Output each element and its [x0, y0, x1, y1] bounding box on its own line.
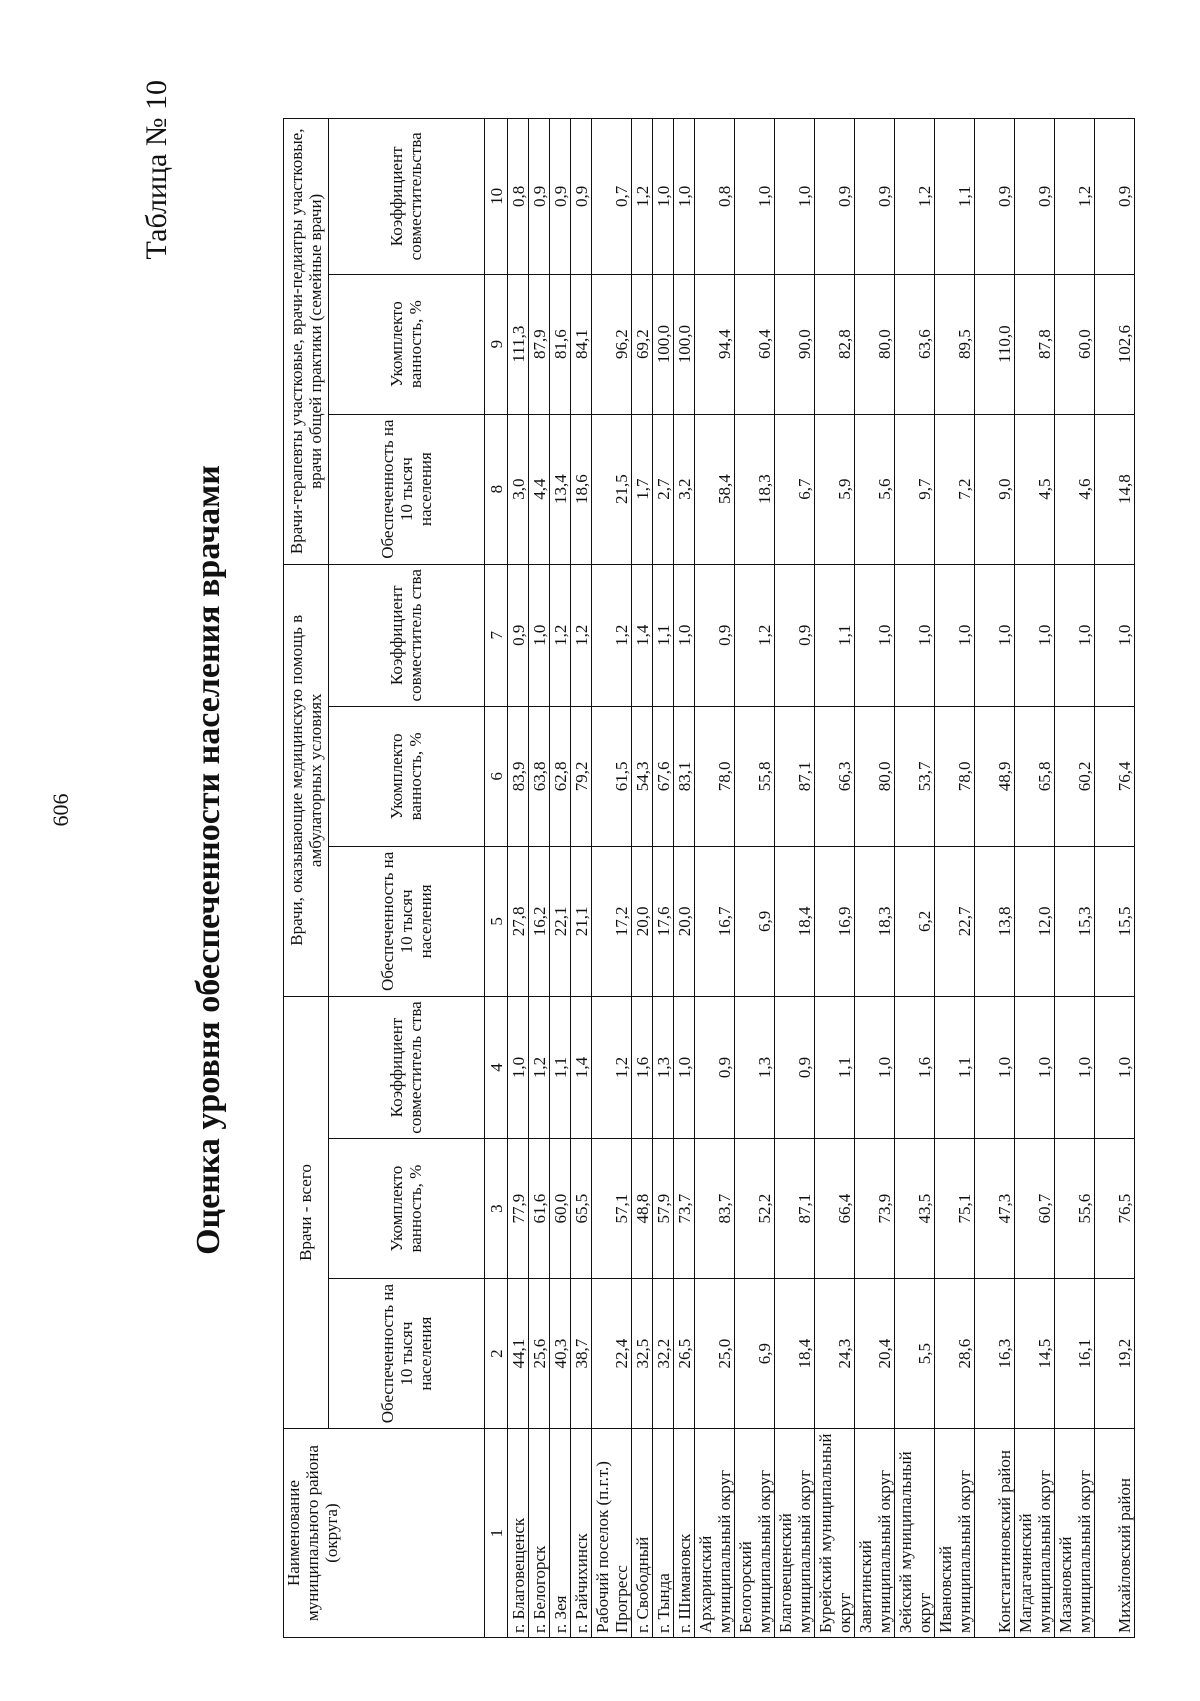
value-cell: 81,6: [550, 274, 571, 414]
value-cell: 0,9: [975, 119, 1015, 275]
value-cell: 1,3: [653, 996, 674, 1138]
value-cell: 14,8: [1095, 414, 1135, 564]
table-row: [674, 119, 695, 1638]
column-number-row: [485, 119, 508, 1638]
value-cell: 0,9: [815, 119, 855, 275]
region-name-cell: Бурейский муниципальный округ: [815, 1429, 855, 1638]
value-cell: 1,1: [815, 996, 855, 1138]
region-name-cell: г. Белогорск: [529, 1429, 550, 1638]
value-cell: 0,9: [695, 996, 735, 1138]
value-cell: 6,7: [775, 414, 815, 564]
value-cell: 13,8: [975, 846, 1015, 996]
value-cell: 18,6: [571, 414, 592, 564]
value-cell: 1,0: [935, 564, 975, 706]
region-name-cell: Михайловский район: [1095, 1429, 1135, 1638]
value-cell: 26,5: [674, 1279, 695, 1429]
region-name-cell: г. Шимановск: [674, 1429, 695, 1638]
value-cell: 100,0: [653, 274, 674, 414]
region-name-cell: Завитинский муниципальный округ: [855, 1429, 895, 1638]
value-cell: 0,9: [775, 564, 815, 706]
value-cell: 5,9: [815, 414, 855, 564]
table-header: [284, 119, 485, 1638]
value-cell: 57,1: [592, 1139, 632, 1279]
value-cell: 9,0: [975, 414, 1015, 564]
value-cell: 82,8: [815, 274, 855, 414]
value-cell: 1,0: [1015, 564, 1055, 706]
value-cell: 61,6: [529, 1139, 550, 1279]
value-cell: 1,2: [592, 996, 632, 1138]
table-row: [592, 119, 632, 1638]
value-cell: 0,7: [592, 119, 632, 275]
value-cell: 6,9: [735, 846, 775, 996]
value-cell: 20,0: [674, 846, 695, 996]
table-row: [1055, 119, 1095, 1638]
value-cell: 1,2: [632, 119, 653, 275]
table-body: [485, 119, 1135, 1638]
value-cell: 1,1: [935, 119, 975, 275]
region-name-cell: Белогорский муниципальный округ: [735, 1429, 775, 1638]
value-cell: 1,4: [571, 996, 592, 1138]
value-cell: 1,0: [1055, 996, 1095, 1138]
value-cell: 61,5: [592, 706, 632, 846]
value-cell: 1,6: [632, 996, 653, 1138]
region-name-cell: Архаринский муниципальный округ: [695, 1429, 735, 1638]
page-number: 606: [48, 793, 73, 827]
value-cell: 55,6: [1055, 1139, 1095, 1279]
value-cell: 1,2: [592, 564, 632, 706]
value-cell: 73,9: [855, 1139, 895, 1279]
value-cell: 0,9: [1095, 119, 1135, 275]
value-cell: 32,2: [653, 1279, 674, 1429]
value-cell: 1,1: [550, 996, 571, 1138]
value-cell: 0,9: [775, 996, 815, 1138]
value-cell: 87,9: [529, 274, 550, 414]
region-name-cell: Магдагачинский муниципальный округ: [1015, 1429, 1055, 1638]
header-region-name: Наименование муниципального района (округа): [284, 1429, 485, 1638]
value-cell: 66,3: [815, 706, 855, 846]
value-cell: 1,0: [674, 119, 695, 275]
region-name-cell: Рабочий поселок (п.г.т.) Прогресс: [592, 1429, 632, 1638]
header-staffing: Укомплекто ванность, %: [328, 1139, 484, 1279]
header-coefficient: Коэффициент совместительства: [328, 119, 484, 275]
value-cell: 1,4: [632, 564, 653, 706]
value-cell: 1,2: [529, 996, 550, 1138]
value-cell: 21,5: [592, 414, 632, 564]
table-row: [550, 119, 571, 1638]
table-row: [695, 119, 735, 1638]
value-cell: 77,9: [508, 1139, 529, 1279]
value-cell: 1,1: [815, 564, 855, 706]
value-cell: 1,1: [935, 996, 975, 1138]
value-cell: 3,2: [674, 414, 695, 564]
value-cell: 4,6: [1055, 414, 1095, 564]
value-cell: 1,0: [855, 564, 895, 706]
table-row: [653, 119, 674, 1638]
region-name-cell: г. Зея: [550, 1429, 571, 1638]
region-name-cell: Ивановский муниципальный округ: [935, 1429, 975, 1638]
value-cell: 1,2: [895, 119, 935, 275]
table-row: [855, 119, 895, 1638]
region-name-cell: Константиновский район: [975, 1429, 1015, 1638]
header-supply: Обеспеченность на 10 тысяч населения: [328, 1279, 484, 1429]
value-cell: 5,5: [895, 1279, 935, 1429]
value-cell: 1,2: [550, 564, 571, 706]
value-cell: 1,0: [529, 564, 550, 706]
value-cell: 0,8: [508, 119, 529, 275]
table-row: [508, 119, 529, 1638]
value-cell: 6,2: [895, 846, 935, 996]
value-cell: 24,3: [815, 1279, 855, 1429]
header-staffing: Укомплекто ванность, %: [328, 706, 484, 846]
value-cell: 17,6: [653, 846, 674, 996]
value-cell: 1,1: [653, 564, 674, 706]
value-cell: 75,1: [935, 1139, 975, 1279]
header-group-all-doctors: Врачи - всего: [284, 996, 329, 1428]
region-name-cell: Мазановский муниципальный округ: [1055, 1429, 1095, 1638]
value-cell: 1,0: [975, 996, 1015, 1138]
value-cell: 44,1: [508, 1279, 529, 1429]
value-cell: 1,0: [1095, 564, 1135, 706]
value-cell: 90,0: [775, 274, 815, 414]
value-cell: 25,6: [529, 1279, 550, 1429]
value-cell: 100,0: [674, 274, 695, 414]
value-cell: 1,0: [508, 996, 529, 1138]
value-cell: 76,5: [1095, 1139, 1135, 1279]
column-number: 3: [485, 1139, 508, 1279]
value-cell: 0,9: [508, 564, 529, 706]
value-cell: 6,9: [735, 1279, 775, 1429]
column-number: 8: [485, 414, 508, 564]
value-cell: 80,0: [855, 706, 895, 846]
value-cell: 20,0: [632, 846, 653, 996]
value-cell: 16,3: [975, 1279, 1015, 1429]
value-cell: 40,3: [550, 1279, 571, 1429]
table-row: [529, 119, 550, 1638]
table-row: [1095, 119, 1135, 1638]
value-cell: 18,4: [775, 846, 815, 996]
region-name-cell: г. Тында: [653, 1429, 674, 1638]
value-cell: 25,0: [695, 1279, 735, 1429]
value-cell: 60,0: [550, 1139, 571, 1279]
header-supply: Обеспеченность на 10 тысяч населения: [328, 846, 484, 996]
table-row: [815, 119, 855, 1638]
value-cell: 58,4: [695, 414, 735, 564]
value-cell: 4,4: [529, 414, 550, 564]
header-staffing: Укомплекто ванность, %: [328, 274, 484, 414]
page-title: Оценка уровня обеспеченности населения врачами: [190, 465, 227, 1255]
value-cell: 1,0: [674, 996, 695, 1138]
value-cell: 62,8: [550, 706, 571, 846]
value-cell: 57,9: [653, 1139, 674, 1279]
value-cell: 80,0: [855, 274, 895, 414]
table-row: [1015, 119, 1055, 1638]
value-cell: 1,3: [735, 996, 775, 1138]
value-cell: 14,5: [1015, 1279, 1055, 1429]
value-cell: 0,9: [695, 564, 735, 706]
value-cell: 0,9: [550, 119, 571, 275]
value-cell: 47,3: [975, 1139, 1015, 1279]
value-cell: 52,2: [735, 1139, 775, 1279]
value-cell: 18,3: [855, 846, 895, 996]
column-number: 4: [485, 996, 508, 1138]
table-row: [935, 119, 975, 1638]
value-cell: 1,0: [674, 564, 695, 706]
value-cell: 83,9: [508, 706, 529, 846]
value-cell: 65,8: [1015, 706, 1055, 846]
value-cell: 19,2: [1095, 1279, 1135, 1429]
table-row: [975, 119, 1015, 1638]
value-cell: 60,0: [1055, 274, 1095, 414]
region-name-cell: г. Райчихинск: [571, 1429, 592, 1638]
value-cell: 21,1: [571, 846, 592, 996]
value-cell: 1,2: [571, 564, 592, 706]
value-cell: 54,3: [632, 706, 653, 846]
value-cell: 60,7: [1015, 1139, 1055, 1279]
value-cell: 1,0: [1055, 564, 1095, 706]
region-name-cell: г. Благовещенск: [508, 1429, 529, 1638]
value-cell: 4,5: [1015, 414, 1055, 564]
value-cell: 0,8: [695, 119, 735, 275]
value-cell: 38,7: [571, 1279, 592, 1429]
column-number: 9: [485, 274, 508, 414]
value-cell: 83,7: [695, 1139, 735, 1279]
table-row: [775, 119, 815, 1638]
value-cell: 89,5: [935, 274, 975, 414]
column-number: 2: [485, 1279, 508, 1429]
value-cell: 94,4: [695, 274, 735, 414]
value-cell: 43,5: [895, 1139, 935, 1279]
value-cell: 79,2: [571, 706, 592, 846]
value-cell: 48,8: [632, 1139, 653, 1279]
value-cell: 1,0: [775, 119, 815, 275]
value-cell: 69,2: [632, 274, 653, 414]
value-cell: 48,9: [975, 706, 1015, 846]
value-cell: 7,2: [935, 414, 975, 564]
value-cell: 102,6: [1095, 274, 1135, 414]
value-cell: 96,2: [592, 274, 632, 414]
value-cell: 1,0: [1095, 996, 1135, 1138]
value-cell: 16,2: [529, 846, 550, 996]
value-cell: 60,4: [735, 274, 775, 414]
header-coefficient: Коэффициент совместитель ства: [328, 996, 484, 1138]
value-cell: 2,7: [653, 414, 674, 564]
value-cell: 55,8: [735, 706, 775, 846]
column-number: 1: [485, 1429, 508, 1638]
value-cell: 15,3: [1055, 846, 1095, 996]
value-cell: 65,5: [571, 1139, 592, 1279]
value-cell: 0,9: [855, 119, 895, 275]
value-cell: 22,7: [935, 846, 975, 996]
value-cell: 78,0: [695, 706, 735, 846]
value-cell: 87,1: [775, 706, 815, 846]
value-cell: 66,4: [815, 1139, 855, 1279]
value-cell: 76,4: [1095, 706, 1135, 846]
header-coefficient: Коэффициент совместитель ства: [328, 564, 484, 706]
value-cell: 1,2: [1055, 119, 1095, 275]
column-number: 6: [485, 706, 508, 846]
value-cell: 78,0: [935, 706, 975, 846]
value-cell: 1,0: [1015, 996, 1055, 1138]
value-cell: 13,4: [550, 414, 571, 564]
region-name-cell: Зейский муниципальный округ: [895, 1429, 935, 1638]
column-number: 7: [485, 564, 508, 706]
value-cell: 111,3: [508, 274, 529, 414]
value-cell: 18,3: [735, 414, 775, 564]
table-row: [735, 119, 775, 1638]
value-cell: 22,4: [592, 1279, 632, 1429]
value-cell: 3,0: [508, 414, 529, 564]
region-name-cell: Благовещенский муниципальный округ: [775, 1429, 815, 1638]
value-cell: 5,6: [855, 414, 895, 564]
value-cell: 1,0: [895, 564, 935, 706]
value-cell: 17,2: [592, 846, 632, 996]
value-cell: 16,1: [1055, 1279, 1095, 1429]
header-supply: Обеспеченность на 10 тысяч населения: [328, 414, 484, 564]
value-cell: 1,0: [653, 119, 674, 275]
table-row: [571, 119, 592, 1638]
value-cell: 87,8: [1015, 274, 1055, 414]
value-cell: 12,0: [1015, 846, 1055, 996]
value-cell: 16,9: [815, 846, 855, 996]
value-cell: 32,5: [632, 1279, 653, 1429]
value-cell: 1,7: [632, 414, 653, 564]
value-cell: 67,6: [653, 706, 674, 846]
value-cell: 63,6: [895, 274, 935, 414]
value-cell: 60,2: [1055, 706, 1095, 846]
table-row: [895, 119, 935, 1638]
region-name-cell: г. Свободный: [632, 1429, 653, 1638]
value-cell: 27,8: [508, 846, 529, 996]
value-cell: 87,1: [775, 1139, 815, 1279]
value-cell: 0,9: [529, 119, 550, 275]
value-cell: 84,1: [571, 274, 592, 414]
value-cell: 73,7: [674, 1139, 695, 1279]
table-row: [632, 119, 653, 1638]
table-label: Таблица № 10: [140, 80, 173, 260]
doctors-supply-table: [283, 118, 1135, 1638]
value-cell: 9,7: [895, 414, 935, 564]
value-cell: 0,9: [1015, 119, 1055, 275]
value-cell: 1,0: [855, 996, 895, 1138]
value-cell: 20,4: [855, 1279, 895, 1429]
value-cell: 53,7: [895, 706, 935, 846]
column-number: 10: [485, 119, 508, 275]
value-cell: 28,6: [935, 1279, 975, 1429]
header-group-district-doctors: Врачи-терапевты участковые, врачи-педиатры участковые, врачи общей практики (семейные врачи): [284, 119, 329, 565]
value-cell: 1,2: [735, 564, 775, 706]
value-cell: 110,0: [975, 274, 1015, 414]
value-cell: 16,7: [695, 846, 735, 996]
value-cell: 1,6: [895, 996, 935, 1138]
value-cell: 18,4: [775, 1279, 815, 1429]
value-cell: 15,5: [1095, 846, 1135, 996]
value-cell: 22,1: [550, 846, 571, 996]
rotated-page: [40, 60, 1140, 1660]
value-cell: 1,0: [735, 119, 775, 275]
value-cell: 63,8: [529, 706, 550, 846]
header-group-outpatient: Врачи, оказывающие медицинскую помощь в амбулаторных условиях: [284, 564, 329, 996]
value-cell: 83,1: [674, 706, 695, 846]
value-cell: 0,9: [571, 119, 592, 275]
column-number: 5: [485, 846, 508, 996]
value-cell: 1,0: [975, 564, 1015, 706]
